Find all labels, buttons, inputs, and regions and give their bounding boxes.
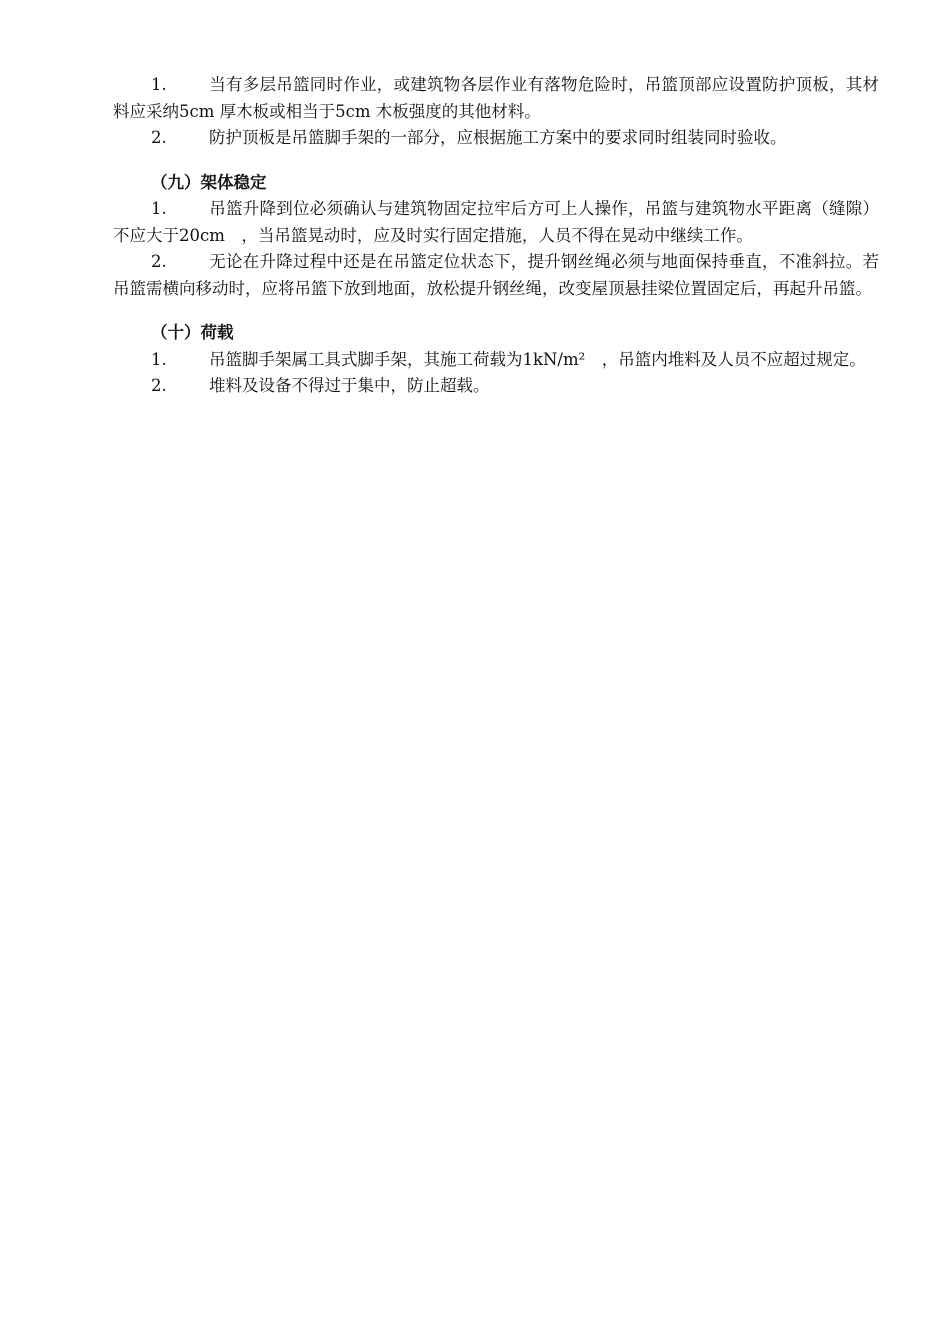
- item-text: 堆料及设备不得过于集中，防止超载。: [209, 376, 490, 395]
- item-text: 防护顶板是吊篮脚手架的一部分，应根据施工方案中的要求同时组装同时验收。: [209, 128, 787, 147]
- item-number: 1.: [151, 199, 167, 218]
- item-number: 2.: [151, 376, 167, 395]
- section-heading-frame-stability: （九）架体稳定: [151, 172, 267, 192]
- list-item: [113, 72, 879, 125]
- item-text: 吊篮脚手架属工具式脚手架，其施工荷载为1kN/m² ，吊篮内堆料及人员不应超过规定。: [209, 349, 866, 369]
- item-text: 无论在升降过程中还是在吊篮定位状态下，提升钢丝绳必须与地面保持垂直，不准斜拉。若吊篮需横向移动时，应将吊篮下放到地面，放松提升钢丝绳，改变屋顶悬挂梁位置固定后，再起升吊篮。: [113, 252, 879, 298]
- document-page: [113, 72, 879, 400]
- section-heading-load: （十）荷载: [151, 323, 234, 342]
- item-number: 2.: [151, 128, 167, 147]
- item-text: 当有多层吊篮同时作业，或建筑物各层作业有落物危险时，吊篮顶部应设置防护顶板，其材料应采纳5cm 厚木板或相当于5cm 木板强度的其他材料。: [113, 75, 879, 121]
- list-item: [113, 347, 879, 374]
- list-item: [113, 373, 879, 400]
- item-number: 1.: [151, 75, 167, 94]
- list-item: [113, 196, 879, 249]
- item-number: 2.: [151, 252, 167, 271]
- item-number: 1.: [151, 349, 167, 369]
- item-text: 吊篮升降到位必须确认与建筑物固定拉牢后方可上人操作，吊篮与建筑物水平距离（缝隙）不应大于20cm ，当吊篮晃动时，应及时实行固定措施，人员不得在晃动中继续工作。: [113, 199, 879, 245]
- list-item: [113, 125, 879, 152]
- list-item: [113, 249, 879, 302]
